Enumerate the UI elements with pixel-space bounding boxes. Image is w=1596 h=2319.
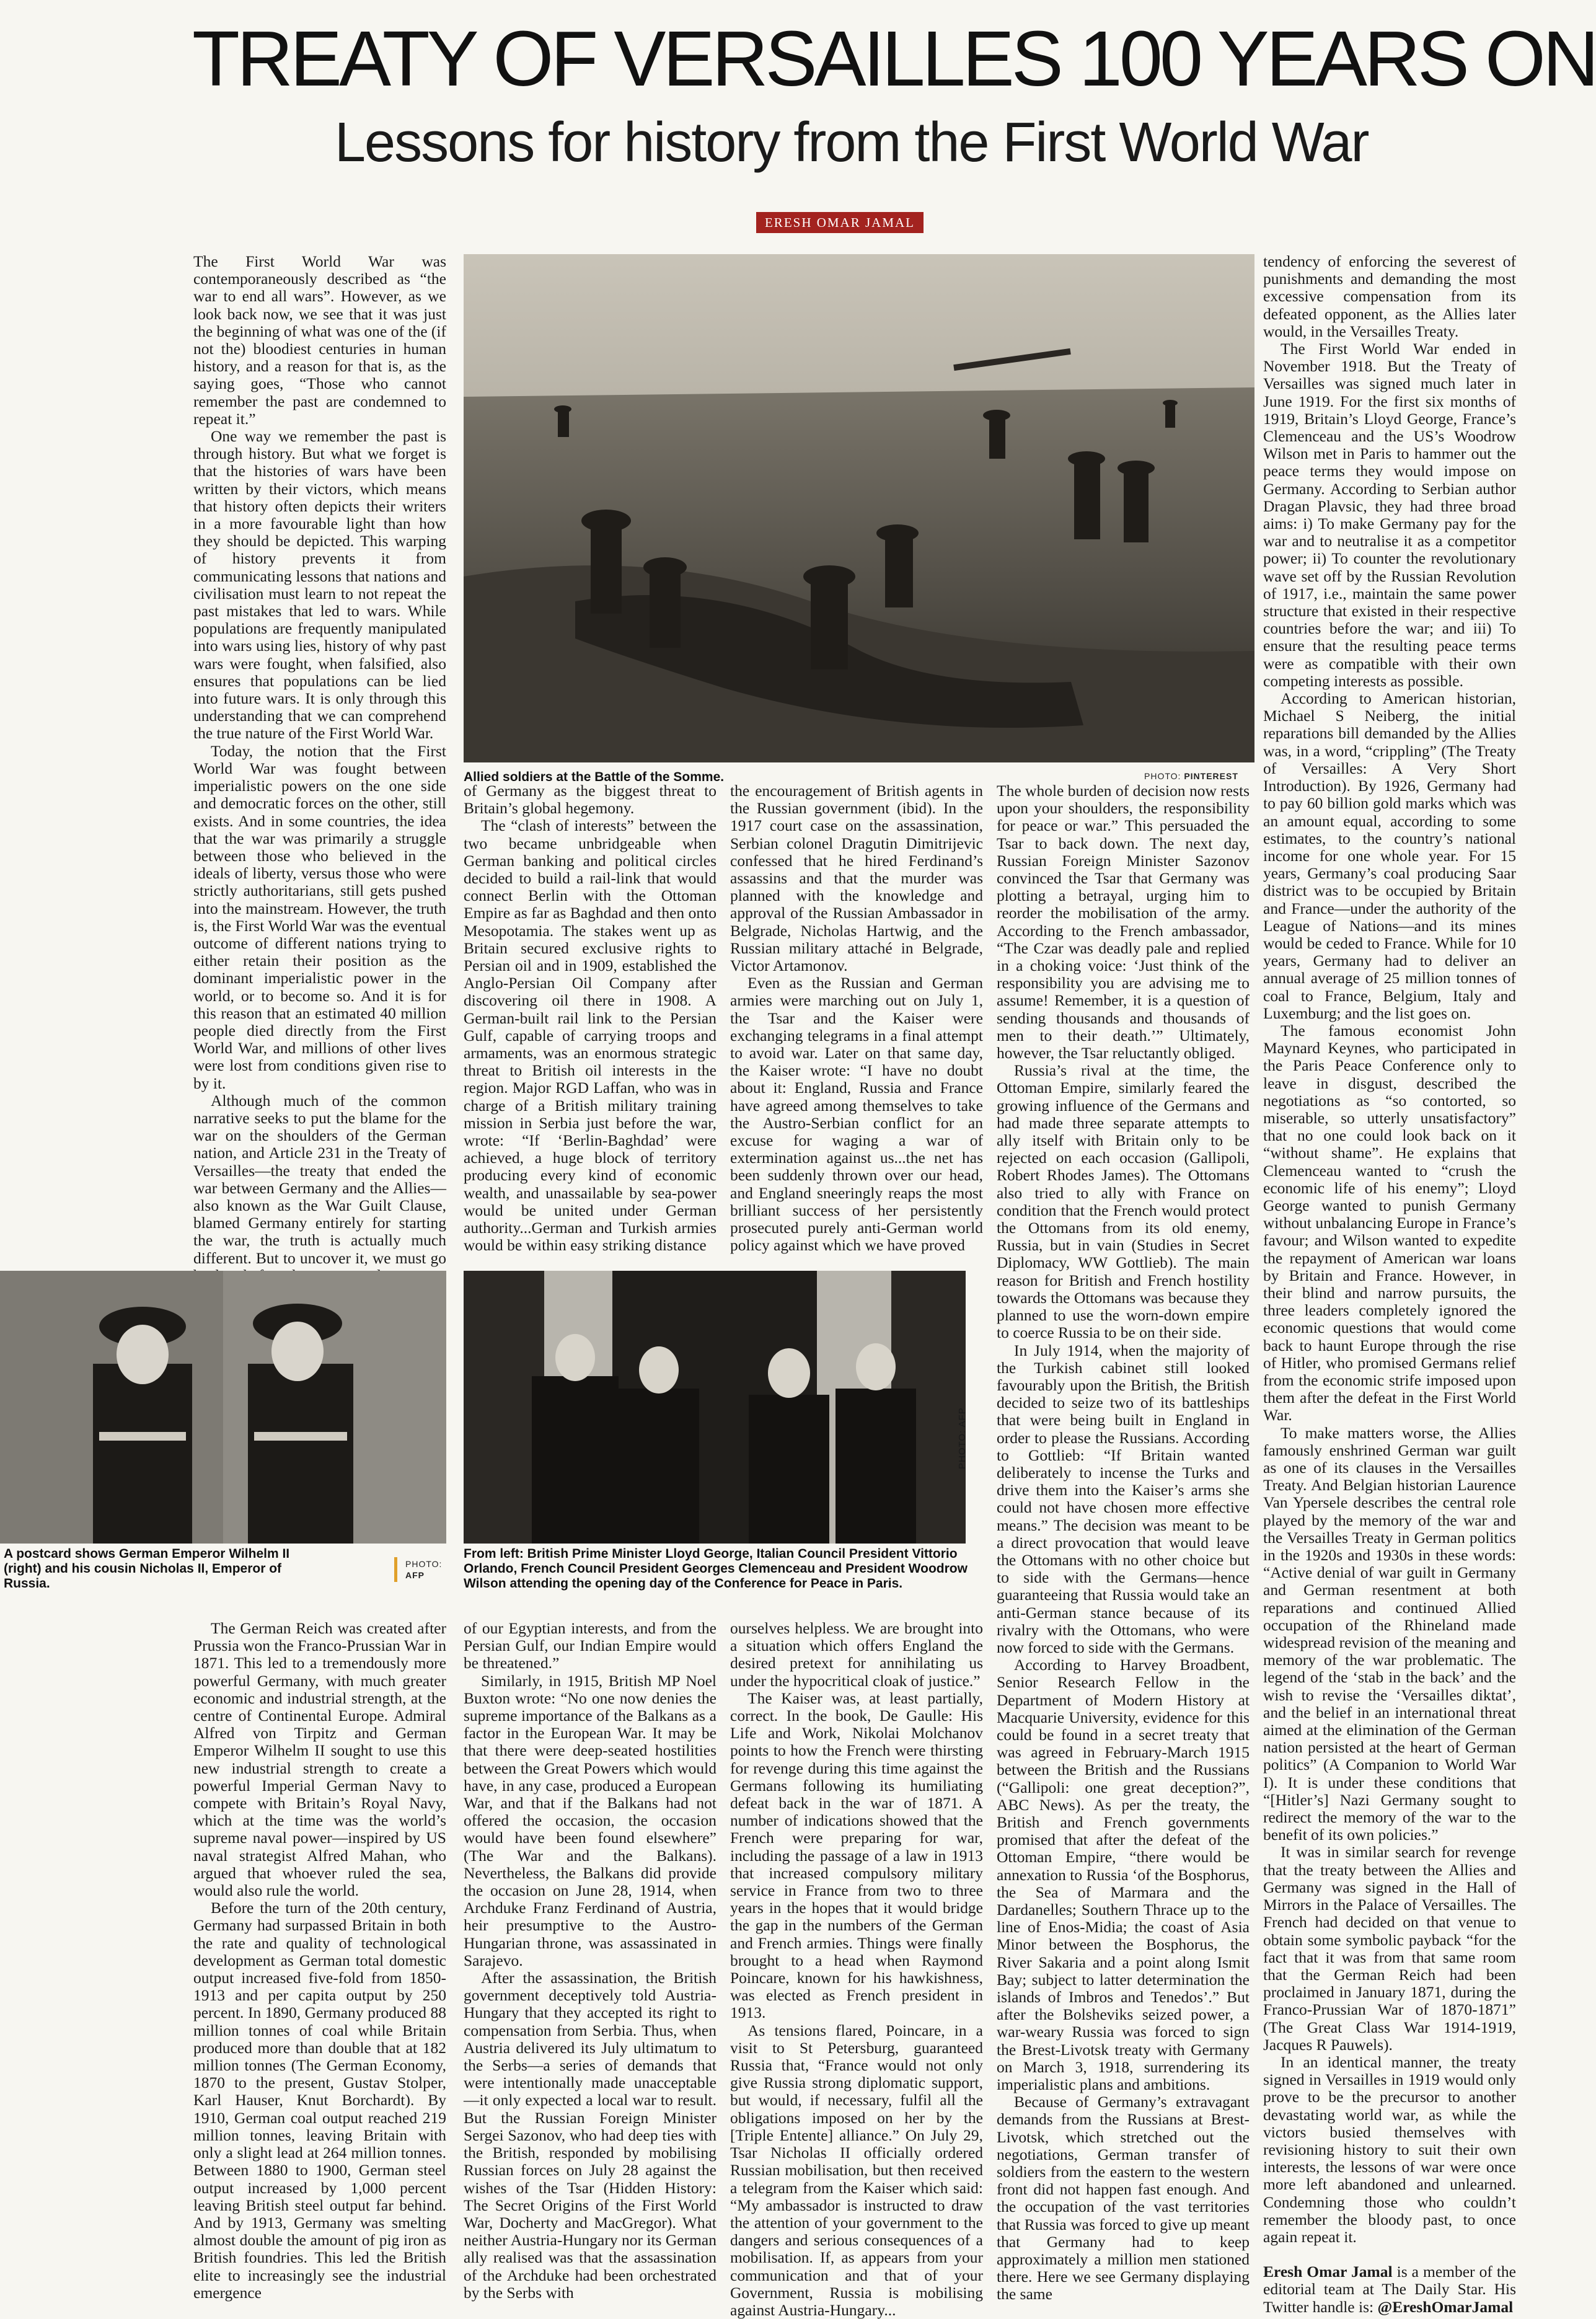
paragraph: To make matters worse, the Allies famously enshrined German war guilt as one of its clauses in the Versailles Treaty. And Belgian historian Laurence Van Ypersele describes the central role played by the memory of the war and the Versailles Treaty in German politics in the 1920s and 1930s in these words: “Active denial of war guilt in Germany and German resentment at both reparations and continued Allied occupation of the Rhineland made widespread revision of the meaning and memory of the war problematic. The legend of the ‘stab in the back’ and the wish to revise the ‘Versailles diktat’, and the belief in an international threat aimed at the elimination of the German nation persisted at the heart of German politics” (A Companion to World War I). It is under these conditions that “[Hitler’s] Nazi Germany sought to redirect the memory of the war to the benefit of its own policies.”: [1263, 1423, 1516, 1844]
paragraph: In July 1914, when the majority of the Turkish cabinet still looked favourably upon the British, the British decided to seize two of its battleships that were being built in England in order to please the Russians. According to Gottlieb: “If Britain wanted deliberately to incense the Turks and drive them into the Kaiser’s arms she could not have chosen more effective means.” The decision was meant to be a direct provocation that would leave the Ottomans with no other choice but to side with the Germans—hence guaranteeing that Russia would take an anti-German stance because of its rivalry with the Ottomans, who were now forced to side with the Germans.: [997, 1341, 1250, 1656]
paragraph: Today, the notion that the First World War was fought between imperialistic powers on the one side and democratic forces on the other, still exists. And in some countries, the idea that the war was primarily a struggle between those who believed in the ideals of liberty, versus those who were strictly authoritarians, still gets pushed into the mainstream. However, the truth is, the First World War was the eventual outcome of different nations trying to either retain their position as the dominant imperialistic power in the world, or to become so. And it is for this reason that an estimated 40 million people died directly from the First World War, and millions of other lives were lost from conditions given rise to by it.: [193, 741, 446, 1092]
paragraph: of Germany as the biggest threat to Britain’s global hegemony.: [464, 782, 716, 818]
paragraph: ourselves helpless. We are brought into a situation which offers England the desired pretext for annihilating us under the hypocritical cloak of justice.”: [730, 1619, 983, 1690]
credit-divider: [394, 1557, 397, 1582]
paragraph: Even as the Russian and German armies were marching out on July 1, the Tsar and the Kaiser were exchanging telegrams in a final attempt to avoid war. Later on that same day, the Kaiser wrote: “I have no doubt about it: England, Russia and France have agreed among themselves to take the Austro-Serbian conflict for an excuse for waging a war of extermination against us...the net has been suddenly thrown over our head, and England sneeringly reaps the most brilliant success of her persistently prosecuted purely anti-German world policy against which we have proved: [730, 974, 983, 1255]
author-bio: [1263, 2263, 1516, 2316]
credit-source: PINTEREST: [1184, 771, 1238, 781]
paragraph: Russia’s rival at the time, the Ottoman Empire, similarly feared the growing influence of the Germans and had made three separate attempts to ally itself with Britain only to be rejected on each occasion (Gallipoli, Robert Rhodes James). The Ottomans also tried to ally with France on condition that the French would protect the Ottomans from its old enemy, Russia, but in vain (Studies in Secret Diplomacy, WW Gottlieb). The main reason for British and French hostility towards the Ottomans was because they planned to use the worn-down empire to coerce Russia to be on their side.: [997, 1061, 1250, 1342]
subheadline: Lessons for history from the First World War: [335, 112, 1369, 174]
paragraph: According to Harvey Broadbent, Senior Research Fellow in the Department of Modern History at Macquarie University, evidence for this could be found in a secret treaty that was agreed in February-March 1915 between the British and the Russians (“Gallipoli: one great deception?”, ABC News). As per the treaty, the British and French governments promised that after the defeat of the Ottoman Empire, “there would be annexation to Russia ‘of the Bosphorus, the Sea of Marmara and the Dardanelles; Southern Thrace up to the line of Enos-Midia; the coast of Asia Minor between the Bosphorus, the River Sakaria and a point along Ismit Bay; subject to latter determination the islands of Imbros and Tenedos’.” But after the Bolsheviks seized power, a war-weary Russia was forced to sign the Brest-Livotsk treaty with Germany on March 3, 1918, surrendering its imperialistic plans and ambitions.: [997, 1656, 1250, 2094]
paragraph: The Kaiser was, at least partially, correct. In the book, De Gaulle: His Life and Work, Nikolai Molchanov points to how the French were thirsting for revenge during this time against the Germans following its humiliating defeat back in the war of 1871. A number of indications showed that the French were preparing for war, including the passage of a law in 1913 that increased compulsory military service in France from two to three years in the hopes that it would bridge the gap in the numbers of the German and French armies. Things were finally brought to a head when Raymond Poincare, known for his hawkishness, was elected as French president in 1913.: [730, 1689, 983, 2022]
somme-photo-credit: [1144, 771, 1256, 781]
paragraph: It was in similar search for revenge that the treaty between the Allies and Germany was signed in the Hall of Mirrors in the Palace of Versailles. The French had decided on that venue to obtain some symbolic payback “for the fact that it was from that same room that the German Reich had been proclaimed in January 1871, during the Franco-Prussian War of 1870-1871” (The Great Class War 1914-1919, Jacques R Pauwels).: [1263, 1843, 1516, 2054]
somme-photo: [464, 254, 1254, 762]
column-3-bottom: [730, 1619, 983, 2319]
postcard-photo: [0, 1271, 446, 1544]
column-2: [464, 782, 716, 1255]
author-name: Eresh Omar Jamal: [1263, 2263, 1393, 2281]
column-4: [997, 782, 1250, 2304]
paragraph: In an identical manner, the treaty signed in Versailles in 1919 would only prove to be the precursor to another devastating world war, as while the victors busied themselves with revisioning history to suit their own interests, the lessons of war were once more left abandoned and unlearned. Condemning those who couldn’t remember the bloody past, to once again repeat it.: [1263, 2052, 1516, 2246]
paragraph: Similarly, in 1915, British MP Noel Buxton wrote: “No one now denies the supreme importance of the Balkans as a factor in the European War. It may be that there were deep-seated hostilities between the Great Powers which would have, in any case, produced a European War, and that if the Balkans had not offered the occasion, the occasion would have been found elsewhere” (The War and the Balkans). Nevertheless, the Balkans did provide the occasion on June 28, 1914, when Archduke Franz Ferdinand of Austria, heir presumptive to the Austro-Hungarian throne, was assassinated in Sarajevo.: [464, 1671, 716, 1969]
author-bio-text: is a member of the editorial team at The Daily Star. His Twitter handle is:: [1263, 2263, 1516, 2316]
paragraph: The famous economist John Maynard Keynes, who participated in the Paris Peace Conference only to leave in disgust, described the negotiations as “so contorted, so miserable, so utterly unsatisfactory” that no one could look back on it “without shame”. He explains that Clemenceau wanted to “crush the economic life of his enemy”; Lloyd George wanted to punish Germany without unbalancing Europe in France’s favour; and Wilson wanted to expedite the repayment of American war loans by Britain and France. However, in their blind and narrow pursuits, the three leaders completely ignored the economic questions that would come back to haunt Europe through the rise of Hitler, who promised Germans relief from the economic strife imposed upon them after the defeat in the First World War.: [1263, 1021, 1516, 1425]
paragraph: Because of Germany’s extravagant demands from the Russians at Brest-Livotsk, which stretched out the negotiations, German transfer of soldiers from the eastern to the western front did not happen fast enough. And the occupation of the vast territories that Russia was forced to give up meant that Germany had to keep approximately a million men stationed there. Here we see Germany displaying the same: [997, 2093, 1250, 2304]
paragraph: the encouragement of British agents in the Russian government (ibid). In the 1917 court case on the assassination, Serbian colonel Dragutin Dimitrijevic confessed that he hired Ferdinand’s assassins and that the murder was planned with the knowledge and approval of the Russian Ambassador in Belgrade, Nicholas Hartwig, and the Russian military attaché in Belgrade, Victor Artamonov.: [730, 782, 983, 975]
paragraph: The German Reich was created after Prussia won the Franco-Prussian War in 1871. This led to a tremendously more powerful Germany, with much greater economic and industrial strength, at the centre of Continental Europe. Admiral Alfred von Tirpitz and German Emperor Wilhelm II sought to use this new industrial strength to create a powerful Imperial German Navy to compete with Britain’s Royal Navy, which at the time was the world’s supreme naval power—inspired by US naval strategist Alfred Mahan, who argued that whoever ruled the sea, would also rule the world.: [193, 1619, 446, 1900]
paragraph: of our Egyptian interests, and from the Persian Gulf, our Indian Empire would be threatened.”: [464, 1619, 716, 1672]
postcard-photo-credit: [405, 1558, 455, 1581]
credit-label: PHOTO:: [405, 1559, 443, 1569]
paragraph: According to American historian, Michael S Neiberg, the initial reparations bill demanded by the Allies was, in a word, “crippling” (The Treaty of Versailles: A Very Short Introduction). By 1926, Germany had to pay 60 billion gold marks which was an amount equal, according to some estimates, to the country’s national income for one whole year. For 15 years, Germany’s coal producing Saar district was to be occupied by Britain and France—under the authority of the League of Nations—and its mines would be ceded to France. While for 10 years, Germany had to deliver an annual average of 25 million tonnes of coal to France, Belgium, Italy and Luxemburg; and the list goes on.: [1263, 689, 1516, 1022]
author-twitter-handle: @EreshOmarJamal: [1377, 2297, 1514, 2316]
column-1-bottom: [193, 1619, 446, 2302]
paragraph: The First World War ended in November 1918. But the Treaty of Versailles was signed much later in June 1919. For the first six months of 1919, Britain’s Lloyd George, France’s Clemenceau and the US’s Woodrow Wilson met in Paris to hammer out the peace terms they would impose on Germany. According to Serbian author Dragan Plavsic, they had three broad aims: i) To make Germany pay for the war and to neutralise it as a competitor power; ii) To counter the revolutionary wave set off by the Russian Revolution of 1917, i.e., maintain the same power structure that existed in their respective countries before the war; and iii) To ensure that the resulting peace terms were as compatible with their own competing interests as possible.: [1263, 340, 1516, 690]
column-2-bottom: [464, 1619, 716, 2302]
leaders-photo: [464, 1271, 966, 1544]
leaders-photo-image: [464, 1271, 966, 1544]
headline: TREATY OF VERSAILLES 100 YEARS ON: [192, 15, 1596, 102]
column-3: [730, 782, 983, 1255]
postcard-caption: A postcard shows German Emperor Wilhelm II (right) and his cousin Nicholas II, Emperor of Russia.: [4, 1547, 290, 1591]
paragraph: Although much of the common narrative seeks to put the blame for the war on the shoulders of the German nation, and Article 231 in the Treaty of Versailles—the treaty that ended the war between Germany and the Allies—also known as the War Guilt Clause, blamed Germany entirely for starting the war, the truth is actually much different. But to uncover it, we must go: [193, 1091, 446, 1267]
paragraph: The “clash of interests” between the two became unbridgeable when German banking and political circles decided to build a rail-link that would connect Berlin with the Ottoman Empire as far as Baghdad and then onto Mesopotamia. The stakes went up as Britain secured exclusive rights to Persian oil and in 1909, established the Anglo-Persian Oil Company after discovering oil there in 1908. A German-built rail link to the Persian Gulf, capable of carrying troops and armaments, was an enormous strategic threat to British oil interests in the region. Major RGD Laffan, who was in charge of a British military training mission in Serbia just before the war, wrote: “If ‘Berlin-Baghdad’ were achieved, a huge block of territory producing every kind of economic wealth, and unassailable by sea-power would be united under German authority...German and Turkish armies would be within easy striking distance: [464, 816, 716, 1255]
credit-label: PHOTO:: [1144, 771, 1181, 781]
paragraph: tendency of enforcing the severest of punishments and demanding the most excessive compensation from its defeated opponent, as the Allies later would, in the Versailles Treaty.: [1263, 252, 1516, 340]
paragraph: After the assassination, the British government deceptively told Austria-Hungary that they accepted its right to compensation from Serbia. Thus, when Austria delivered its July ultimatum to the Serbs—a series of demands that were intentionally made unacceptable—it only expected a local war to result. But the Russian Foreign Minister Sergei Sazonov, who had deep ties with the British, responded by mobilising Russian forces on July 28 against the wishes of the Tsar (Hidden History: The Secret Origins of the First World War, Docherty and MacGregor). What neither Austria-Hungary nor its German ally realised was that the assassination of the Archduke had been orchestrated by the Serbs with: [464, 1969, 716, 2302]
somme-photo-image: [464, 254, 1254, 762]
column-5: [1263, 252, 1516, 2316]
byline: ERESH OMAR JAMAL: [756, 212, 924, 233]
paragraph: The whole burden of decision now rests upon your shoulders, the responsibility for peace or war.” This persuaded the Tsar to back down. The next day, Russian Foreign Minister Sazonov convinced the Tsar that Germany was plotting a betrayal, urging him to reorder the mobilisation of the army. According to the French ambassador, “The Czar was deadly pale and replied in a choking voice: ‘Just think of the responsibility you are advising me to assume! Remember, it is a question of sending thousands and thousands of men to their death.’” Ultimately, however, the Tsar reluctantly obliged.: [997, 782, 1250, 1062]
somme-caption: Allied soldiers at the Battle of the Somme.: [464, 770, 725, 784]
leaders-caption: From left: British Prime Minister Lloyd George, Italian Council President Vittorio Orlando, French Council President Georges Clemenceau and President Woodrow Wilson attending the opening day of the Conference for Peace in Paris.: [464, 1547, 968, 1591]
credit-source: AFP: [405, 1570, 425, 1580]
paragraph: Before the turn of the 20th century, Germany had surpassed Britain in both the rate and quality of technological development as German total domestic output increased five-fold from 1850-1913 and per capita output by 250 percent. In 1890, Germany produced 88 million tonnes of coal while Britain produced more than double that at 182 million tonnes (The German Economy, 1870 to the present, Gustav Stolper, Karl Hauser, Knut Borchardt). By 1910, German coal output reached 219 million tonnes, leaving Britain with only a slight lead at 264 million tonnes. Between 1880 to 1900, German steel output increased by 1,000 percent leaving British steel output far behind. And by 1913, Germany was smelting almost double the amount of pig iron as British foundries. This led the British elite to increasingly see the industrial emergence: [193, 1899, 446, 2302]
leaders-photo-credit: PHOTO: AFP: [957, 1407, 968, 1469]
paragraph: One way we remember the past is through history. But what we forget is that the histories of wars have been written by their victors, which means that history often depicts their writers in a more favourable light than how they should be depicted. This warping of history prevents it from communicating lessons that nations and civilisation must learn to not repeat the past mistakes that led to wars. While populations are frequently manipulated into wars using lies, history of why past wars were fought, when falsified, also ensures that populations can be lied into future wars. It is only through this understanding that we can comprehend the true nature of the First World War.: [193, 427, 446, 743]
paragraph: The First World War was contemporaneously described as “the war to end all wars”. However, as we look back now, we see that it was just the beginning of what was one of the (if not the) bloodiest centuries in human history, and a reason for that is, as the saying goes, “Those who cannot remember the past are condemned to repeat it.”: [193, 252, 446, 428]
column-1: [193, 252, 446, 1267]
postcard-photo-image: [0, 1271, 446, 1544]
paragraph: As tensions flared, Poincare, in a visit to St Petersburg, guaranteed Russia that, “France would not only give Russia strong diplomatic support, but would, if necessary, fulfil all the obligations imposed on her by the [Triple Entente] alliance.” On July 29, Tsar Nicholas II officially ordered Russian mobilisation, but then received a telegram from the Kaiser which said: “My ambassador is instructed to draw the attention of your government to the dangers and serious consequences of a mobilisation. If, as appears from your communication and that of your Government, Russia is mobilising against Austria-Hungary...: [730, 2021, 983, 2319]
